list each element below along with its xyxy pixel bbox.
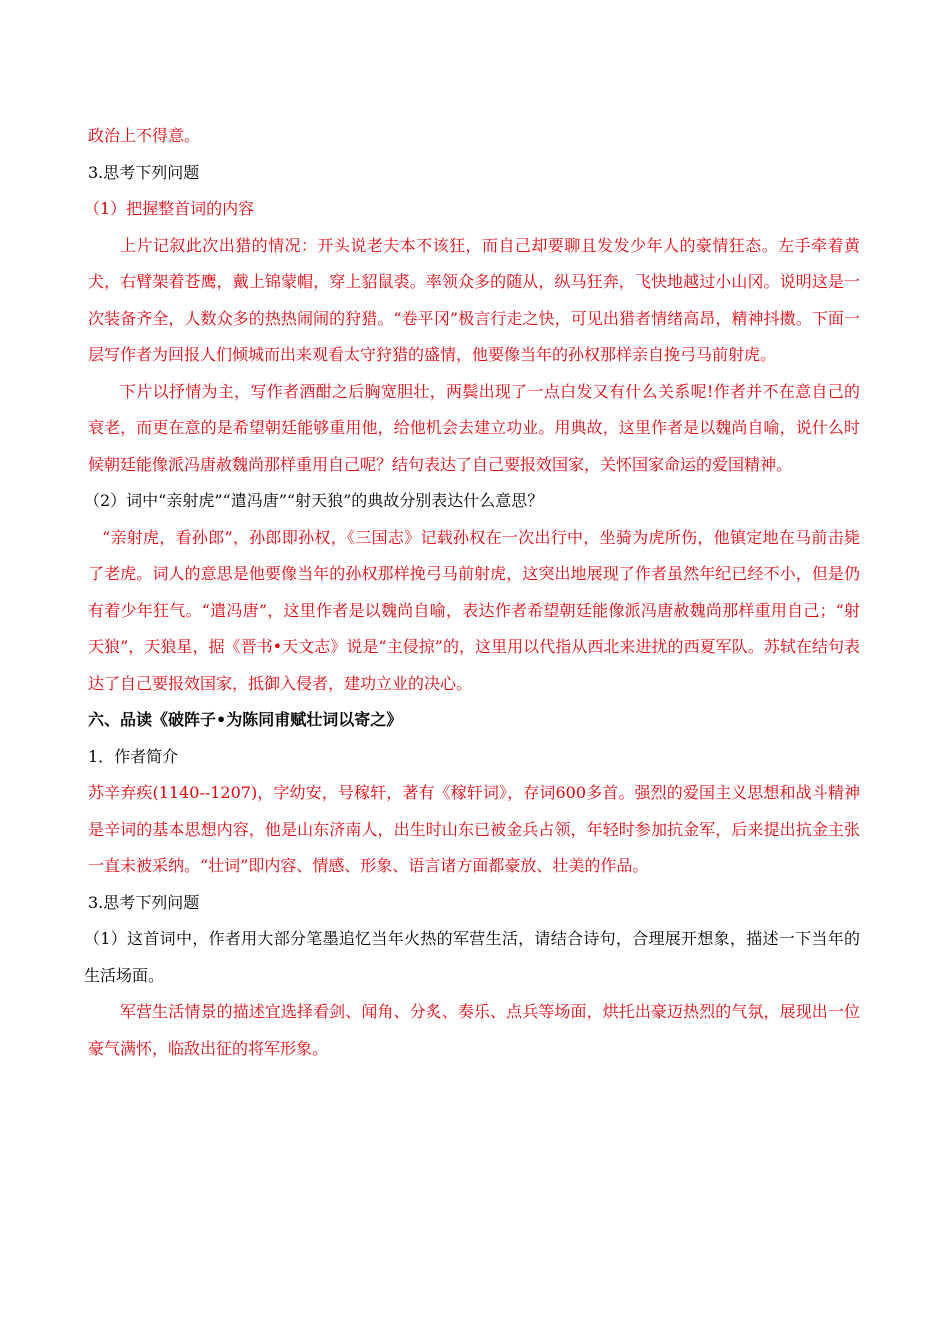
section-heading-think-2: 3.思考下列问题: [88, 892, 200, 912]
question-1: （1）把握整首词的内容: [84, 199, 255, 218]
question-3: （1）这首词中，作者用大部分笔墨追忆当年火热的军营生活，请结合诗句，合理展开想象，描述一下当年的生活场面。: [84, 929, 860, 985]
answer-2: “亲射虎，看孙郎”，孙郎即孙权，《三国志》记载孙权在一次出行中，坐骑为虎所伤，他镇定地在马前击毙了老虎。词人的意思是他要像当年的孙权那样挽弓马前射虎，这突出地展现了作者虽然年纪已经不小，但是仍有着少年狂气。“遣冯唐”，这里作者是以魏尚自喻，表达作者希望朝廷能像派冯唐赦魏尚那样重用自己；“射天狼”，天狼星，据《晋书•天文志》说是“主侵掠”的，这里用以代指从西北来进扰的西夏军队。苏轼在结句表达了自己要报效国家，抵御入侵者，建功立业的决心。: [88, 527, 860, 693]
answer-1-paragraph-2: 下片以抒情为主，写作者酒酣之后胸宽胆壮，两鬓出现了一点白发又有什么关系呢!作者并不在意自己的衰老，而更在意的是希望朝廷能够重用他，给他机会去建立功业。用典故，这里作者是以魏尚自喻，说什么时候朝廷能像派冯唐赦魏尚那样重用自己呢？结句表达了自己要报效国家，关怀国家命运的爱国精神。: [88, 381, 860, 474]
section-heading-think: 3.思考下列问题: [88, 162, 200, 182]
document-page: [84, 118, 860, 1067]
section-6-heading: 六、品读《破阵子•为陈同甫赋壮词以寄之》: [88, 710, 403, 729]
author-intro-text: 苏辛弃疾(1140--1207)，字幼安，号稼轩，著有《稼轩词》，存词600多首。强烈的爱国主义思想和战斗精神是辛词的基本思想内容，他是山东济南人，出生时山东已被金兵占领，年轻时参加抗金军，后来提出抗金主张一直未被采纳。“壮词”即内容、情感、形象、语言诸方面都豪放、壮美的作品。: [88, 783, 860, 875]
question-2: （2）词中“亲射虎”“遣冯唐”“射天狼”的典故分别表达什么意思？: [84, 491, 544, 510]
author-intro-heading: 1．作者简介: [88, 746, 179, 766]
answer-1-paragraph-1: 上片记叙此次出猎的情况：开头说老夫本不该狂，而自己却要聊且发发少年人的豪情狂态。左手牵着黄犬，右臂架着苍鹰，戴上锦蒙帽，穿上貂鼠裘。率领众多的随从，纵马狂奔，飞快地越过小山冈。说明这是一次装备齐全，人数众多的热热闹闹的狩猎。“卷平冈”极言行走之快，可见出猎者情绪高昂，精神抖擞。下面一层写作者为回报人们倾城而出来观看太守狩猎的盛情，他要像当年的孙权那样亲自挽弓马前射虎。: [88, 235, 860, 364]
continued-text: 政治上不得意。: [88, 126, 201, 145]
answer-3: 军营生活情景的描述宜选择看剑、闻角、分炙、奏乐、点兵等场面，烘托出豪迈热烈的气氛，展现出一位豪气满怀，临敌出征的将军形象。: [88, 1002, 860, 1058]
